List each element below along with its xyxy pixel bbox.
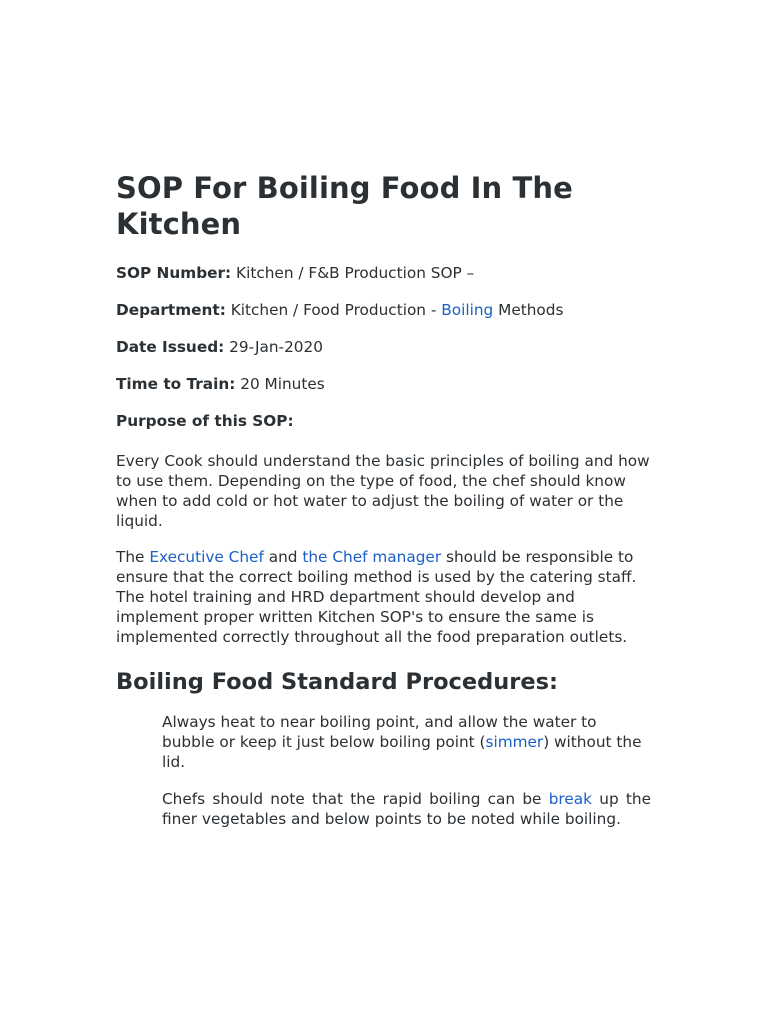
date-issued-label: Date Issued: — [116, 338, 225, 356]
intro-p2-mid: and — [263, 548, 303, 566]
department-value-post: Methods — [493, 301, 564, 319]
intro-p2-pre: The — [116, 548, 150, 566]
simmer-link[interactable]: simmer — [485, 733, 544, 751]
procedure-item-1-post: ) without the lid. — [162, 733, 642, 771]
procedure-item-1-pre: Always heat to near boiling point, and allow the water to bubble or keep it just below boiling point ( — [162, 713, 597, 751]
procedure-item-2 — [162, 789, 651, 829]
time-to-train-label: Time to Train: — [116, 375, 236, 393]
intro-paragraph-1: Every Cook should understand the basic principles of boiling and how to use them. Depending on the type of food, the chef should know when to add cold or hot water to adjust the boiling of water or the liquid. — [116, 452, 650, 530]
procedure-item-2-pre: Chefs should note that the rapid boiling can be — [162, 790, 549, 808]
date-issued — [116, 337, 656, 357]
section-heading: Boiling Food Standard Procedures: — [116, 669, 559, 695]
department-value-pre: Kitchen / Food Production - — [225, 301, 442, 319]
sop-number — [116, 263, 656, 283]
department-label: Department: — [116, 301, 226, 319]
page-title: SOP For Boiling Food In The Kitchen — [116, 171, 573, 241]
intro-p2-post: should be responsible to ensure that the correct boiling method is used by the catering staff. The hotel training and HRD department should develop and implement proper written Kitchen SOP's to ensure the same is implemented correctly throughout all the food preparation outlets. — [116, 548, 637, 646]
date-issued-value: 29-Jan-2020 — [224, 338, 324, 356]
time-to-train — [116, 374, 656, 394]
document-page — [116, 170, 656, 829]
purpose-label: Purpose of this SOP: — [116, 412, 294, 430]
time-to-train-value: 20 Minutes — [235, 375, 325, 393]
sop-number-value: Kitchen / F&B Production SOP – — [231, 264, 475, 282]
intro-paragraph-2 — [116, 547, 656, 647]
boiling-link[interactable]: Boiling — [441, 301, 494, 319]
break-link[interactable]: break — [548, 790, 593, 808]
department — [116, 300, 656, 320]
executive-chef-link[interactable]: Executive Chef — [149, 548, 264, 566]
procedure-list — [162, 712, 651, 829]
procedure-item-2-post: up the finer vegetables and below points to be noted while boiling. — [162, 790, 652, 828]
sop-number-label: SOP Number: — [116, 264, 232, 282]
purpose-heading — [116, 411, 656, 431]
chef-manager-link[interactable]: the Chef manager — [302, 548, 442, 566]
procedure-item-1 — [162, 712, 651, 772]
